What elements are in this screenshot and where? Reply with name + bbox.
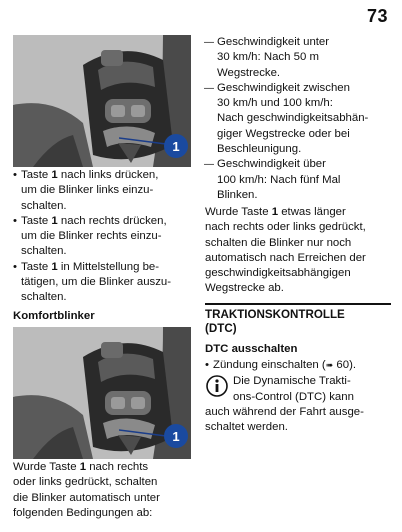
- info-icon: [206, 375, 228, 397]
- list-item: • Taste 1 nach rechts drücken, um die Blinker rechts einzu- schalten.: [13, 214, 195, 260]
- dtc-subheading: DTC ausschalten: [205, 343, 298, 355]
- list-item: — Geschwindigkeit unter 30 km/h: Nach 50 m Wegstrecke.: [205, 35, 391, 81]
- page-ref-arrow-icon: ➠: [325, 361, 334, 371]
- section-title: TRAKTIONSKONTROLLE (DTC): [205, 303, 391, 336]
- callout-marker-2: [119, 396, 191, 456]
- blinker-instructions: [13, 168, 195, 306]
- svg-text:1: 1: [172, 429, 180, 444]
- list-item: • Taste 1 nach links drücken, um die Blinker links einzu- schalten.: [13, 168, 195, 214]
- dtc-instructions: • Zündung einschalten (➠ 60). Die Dynamische Trakti- ons-Control (DTC) kann auch während der Fahrt ausge- schaltet werden.: [205, 358, 391, 435]
- list-item: — Geschwindigkeit über 100 km/h: Nach fünf Mal Blinken.: [205, 157, 391, 203]
- list-item: • Zündung einschalten (➠ 60).: [205, 358, 391, 374]
- komfort-paragraph: Wurde Taste 1 nach rechts oder links gedrückt, schalten die Blinker automatisch unter folgenden Bedingungen ab:: [13, 461, 160, 519]
- conditions-list: [205, 35, 391, 203]
- long-press-paragraph: Wurde Taste 1 etwas länger nach rechts oder links gedrückt, schalten die Blinker nur noch automatisch nach Erreichen der geschwindigkeitsabhängigen Wegstrecke ab.: [205, 206, 366, 295]
- list-item: • Taste 1 in Mittelstellung be- tätigen, um die Blinker auszu- schalten.: [13, 260, 195, 306]
- list-item: — Geschwindigkeit zwischen 30 km/h und 100 km/h: Nach geschwindigkeitsabhän- giger Wegstrecke oder bei Beschleunigung.: [205, 81, 391, 157]
- info-note: Die Dynamische Trakti- ons-Control (DTC) kann: [205, 374, 391, 405]
- komfort-heading: Komfortblinker: [13, 310, 95, 322]
- svg-text:1: 1: [172, 139, 180, 154]
- callout-marker: [119, 104, 191, 164]
- page-number: 73: [366, 6, 388, 26]
